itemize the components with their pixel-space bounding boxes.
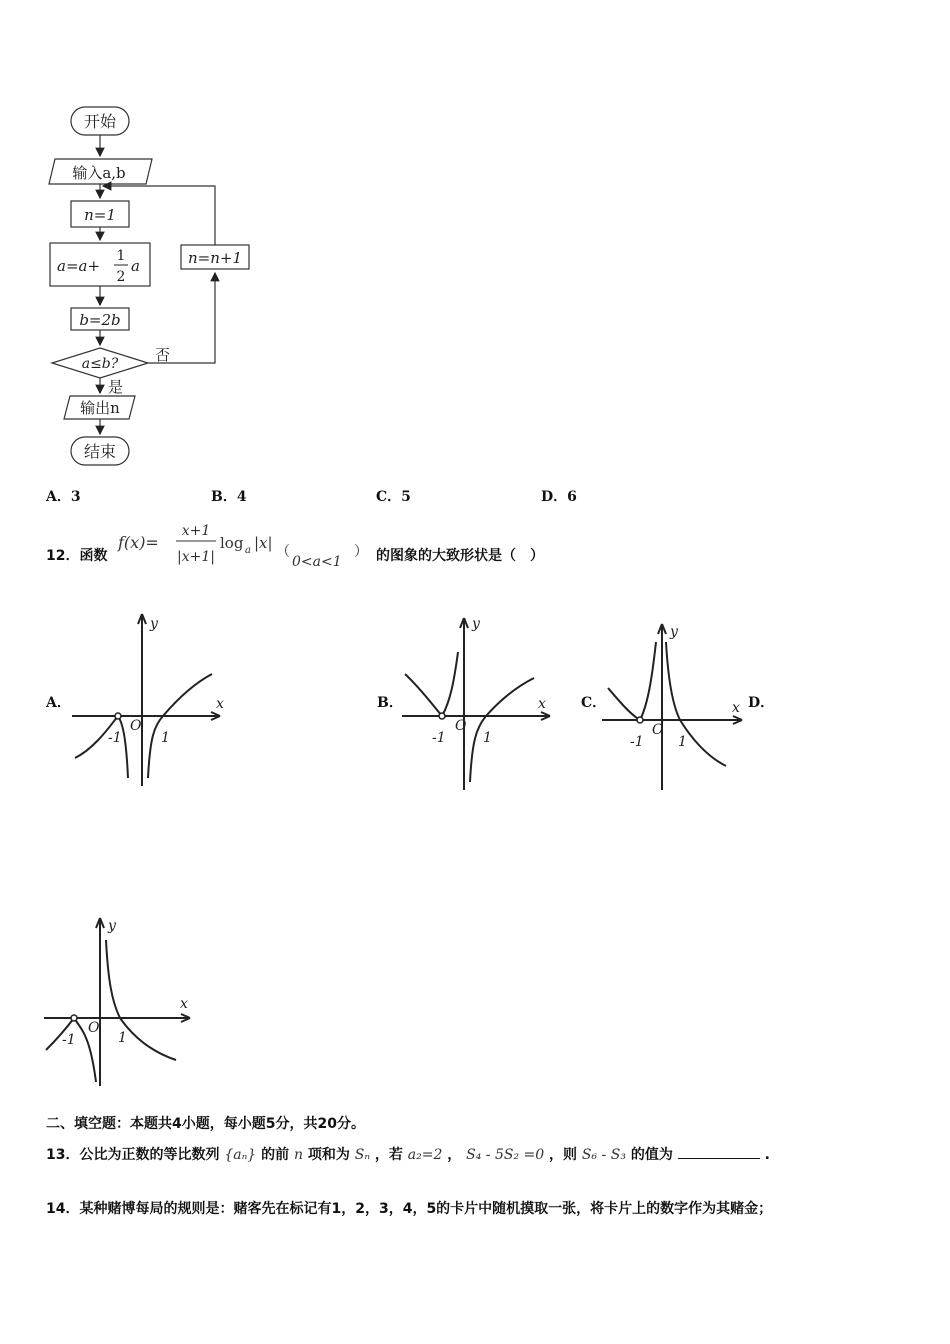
q12-condition: 0<a<1 (292, 554, 342, 570)
graph-b-one: 1 (483, 730, 492, 746)
q13-part-5: ， (447, 1147, 462, 1163)
graph-c-x-label: x (732, 700, 740, 716)
q11-option-a: A．3 (46, 489, 81, 505)
q12-option-c-label: C． (581, 695, 607, 711)
graph-b-curve-right (470, 678, 534, 782)
q12-formula-num: x+1 (181, 523, 211, 539)
q12-formula-log: log (220, 534, 244, 552)
graph-a-curve-right (148, 674, 212, 778)
graph-a-neg-one: -1 (108, 730, 122, 746)
flow-decision-label: a≤b? (81, 356, 119, 372)
q12-condition-open: （ (276, 544, 290, 560)
flow-output-label: 输出n (80, 399, 120, 417)
graph-d-x-label: x (180, 996, 188, 1012)
q13-part-3: 项和为 (307, 1147, 350, 1163)
graph-d-curve-right (106, 940, 176, 1060)
q13-sequence: {aₙ} (224, 1147, 257, 1163)
graph-c-y-label: y (670, 624, 678, 640)
q13-part-1: 13．公比为正数的等比数列 (46, 1147, 220, 1163)
q13-expression: S₆ - S₃ (581, 1147, 626, 1163)
q12-formula-log-base: a (245, 545, 251, 556)
graph-option-b (400, 612, 560, 792)
q13-part-7: 的值为 (630, 1147, 673, 1163)
graph-a-x-label: x (216, 696, 224, 712)
flow-init-label: n=1 (84, 206, 116, 224)
graph-a-one: 1 (161, 730, 170, 746)
flow-step-a-num: 1 (116, 248, 126, 264)
graph-option-a (70, 608, 240, 788)
q13-part-8: . (764, 1147, 770, 1163)
q14-text: 14．某种赌博每局的规则是：赌客先在标记有1，2，3，4，5的卡片中随机摸取一张，将卡片上的数字作为其赌金； (46, 1201, 773, 1217)
graph-a-curve-left (75, 716, 128, 778)
flowchart (0, 0, 300, 475)
q13-condition-1: a₂=2 (407, 1147, 443, 1163)
q12-number: 12．函数 (46, 548, 108, 564)
q13-line (46, 1144, 770, 1164)
graph-b-neg-one: -1 (432, 730, 446, 746)
graph-d-y-label: y (108, 918, 116, 934)
graph-d-neg-one: -1 (62, 1032, 76, 1048)
graph-c-one: 1 (678, 734, 687, 750)
q11-option-c: C．5 (376, 489, 411, 505)
q12-formula-log-arg: |x| (254, 534, 273, 552)
q13-condition-2: S₄ - 5S₂ =0 (466, 1147, 545, 1163)
q11-option-b: B．4 (211, 489, 247, 505)
graph-option-d (42, 910, 202, 1090)
flow-step-a-rhs: a (131, 257, 140, 275)
graph-d-origin: O (88, 1020, 100, 1036)
graph-option-c (600, 618, 750, 793)
flow-input-label: 输入a,b (72, 164, 126, 182)
graph-a-origin: O (130, 718, 142, 734)
flow-step-a-den: 2 (116, 269, 126, 285)
flow-increment-label: n=n+1 (187, 249, 243, 267)
q13-part-2: 的前 (261, 1147, 290, 1163)
graph-b-x-label: x (538, 696, 546, 712)
q13-part-6: ，则 (549, 1147, 578, 1163)
flow-step-a-lhs: a=a+ (57, 257, 101, 275)
q12-condition-close: ） (354, 544, 368, 560)
flow-start-label: 开始 (83, 112, 117, 131)
q12-option-a-label: A． (46, 695, 71, 711)
section-2-heading: 二、填空题：本题共4小题，每小题5分，共20分。 (46, 1116, 365, 1132)
flow-no-label: 否 (155, 346, 171, 364)
q12-option-b-label: B． (377, 695, 403, 711)
flow-step-b-label: b=2b (79, 311, 121, 329)
flow-yes-label: 是 (108, 378, 124, 396)
q12-formula-lhs: f(x)= (118, 533, 159, 552)
q13-part-4: ，若 (374, 1147, 403, 1163)
q11-option-d: D．6 (541, 489, 577, 505)
flow-end-label: 结束 (83, 442, 117, 461)
graph-b-y-label: y (472, 616, 480, 632)
graph-d-one: 1 (118, 1030, 127, 1046)
graph-a-y-label: y (150, 616, 158, 632)
graph-c-curve-right (666, 642, 726, 766)
q12-formula-den: |x+1| (177, 549, 215, 565)
graph-b-origin: O (455, 718, 467, 734)
q13-sn: Sₙ (354, 1147, 370, 1163)
q13-n: n (293, 1147, 303, 1163)
graph-c-neg-one: -1 (630, 734, 644, 750)
graph-c-origin: O (652, 722, 664, 738)
q12-tail: 的图象的大致形状是（ ） (376, 548, 544, 564)
graph-c-curve-left (608, 642, 656, 720)
q12-option-d-label: D． (748, 695, 775, 711)
q12-formula (116, 518, 376, 574)
q13-answer-blank (678, 1146, 760, 1159)
graph-b-curve-left (405, 652, 458, 716)
